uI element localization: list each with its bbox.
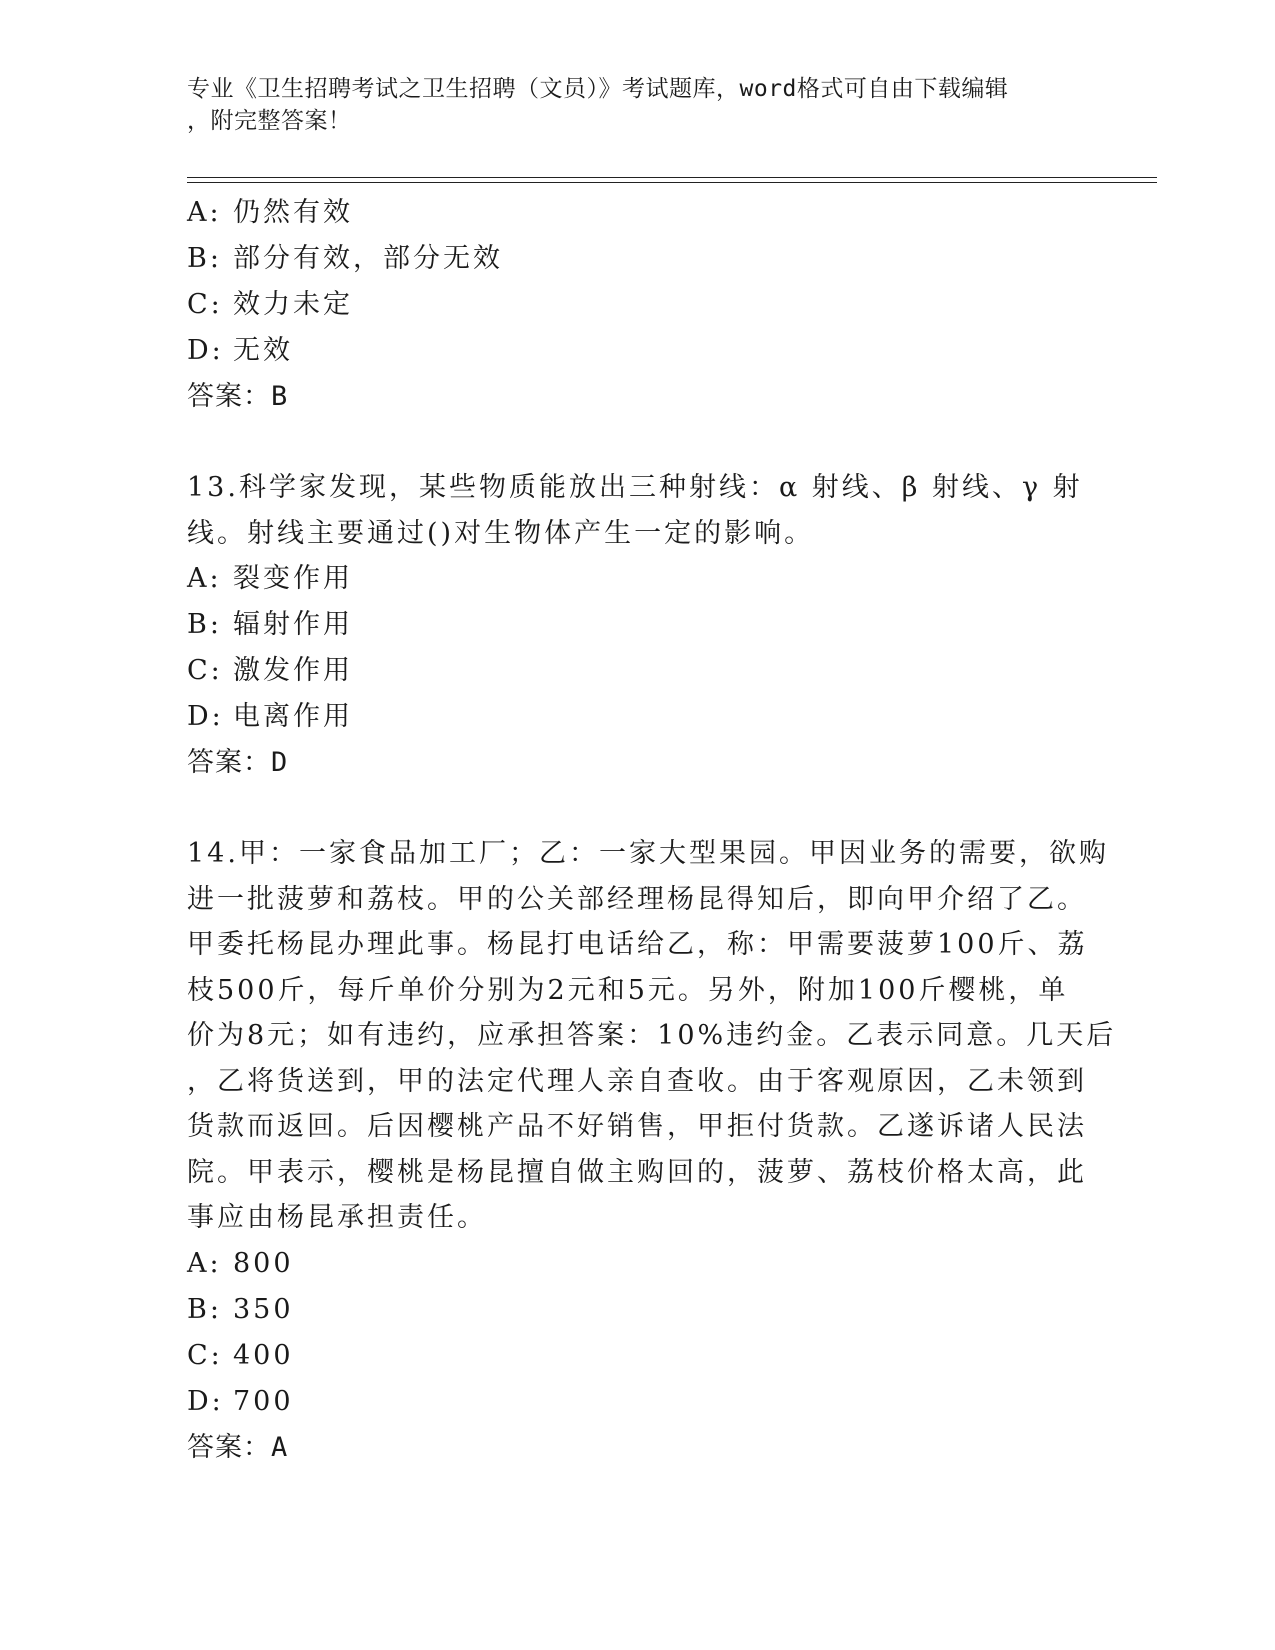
question-13 [187,465,1087,786]
question-12-options [187,190,1087,420]
answer-line: 答案：B [187,381,289,412]
option-d: D: 700 [187,1385,294,1417]
option-c: C: 激发作用 [187,655,353,686]
option-a: A: 仍然有效 [187,197,353,228]
answer-line: 答案：A [187,1431,289,1463]
header-divider-top [187,177,1157,178]
question-stem-line: 价为8元；如有违约，应承担答案：10%违约金。乙表示同意。几天后 [187,1020,1117,1051]
option-c: C: 400 [187,1339,294,1371]
question-stem-line: 13.科学家发现，某些物质能放出三种射线：α 射线、β 射线、γ 射 [187,472,1083,503]
option-d: D: 无效 [187,335,293,366]
option-b: B: 350 [187,1293,294,1325]
option-a: A: 800 [187,1247,294,1279]
header-line-2: ，附完整答案！ [187,108,352,134]
question-stem-line: ，乙将货送到，甲的法定代理人亲自查收。由于客观原因，乙未领到 [187,1065,1087,1097]
option-d: D: 电离作用 [187,701,353,732]
answer-line: 答案：D [187,747,289,778]
question-stem-line: 进一批菠萝和荔枝。甲的公关部经理杨昆得知后，即向甲介绍了乙。 [187,883,1087,915]
option-b: B: 辐射作用 [187,609,353,640]
header-divider-bottom [187,182,1157,183]
question-stem-line: 14.甲：一家食品加工厂；乙：一家大型果园。甲因业务的需要，欲购 [187,838,1109,869]
question-stem-line: 线。射线主要通过()对生物体产生一定的影响。 [187,517,815,549]
question-stem-line: 院。甲表示，樱桃是杨昆擅自做主购回的，菠萝、荔枝价格太高，此 [187,1156,1087,1188]
document-header [187,73,1067,137]
question-stem-line: 事应由杨昆承担责任。 [187,1202,487,1233]
question-stem-line: 货款而返回。后因樱桃产品不好销售，甲拒付货款。乙遂诉诸人民法 [187,1111,1087,1142]
option-b: B: 部分有效，部分无效 [187,243,503,274]
document-content [187,190,1117,1471]
option-c: C: 效力未定 [187,289,353,320]
question-14 [187,831,1117,1471]
question-stem-line: 甲委托杨昆办理此事。杨昆打电话给乙，称：甲需要菠萝100斤、荔 [187,929,1088,960]
header-line-1: 专业《卫生招聘考试之卫生招聘（文员）》考试题库，word格式可自由下载编辑 [187,76,1009,102]
option-a: A: 裂变作用 [187,563,353,594]
question-stem-line: 枝500斤，每斤单价分别为2元和5元。另外，附加100斤樱桃，单 [187,974,1069,1006]
